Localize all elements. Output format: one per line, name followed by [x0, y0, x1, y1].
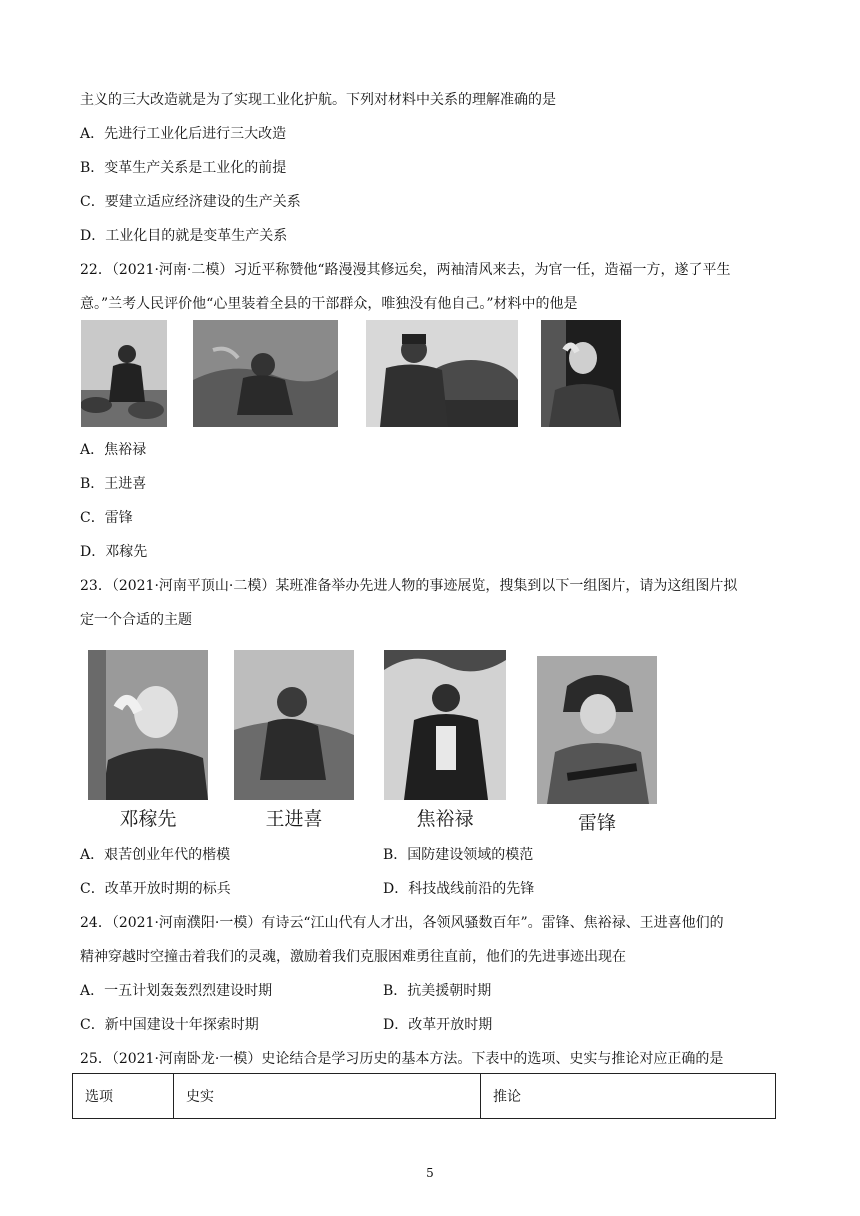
deng-jiaxian-photo	[88, 650, 208, 800]
q25-table	[72, 1073, 776, 1119]
photo-label-wang-jinxi: 王进喜	[265, 808, 323, 830]
q21-stem-tail: 主义的三大改造就是为了实现工业化护航。下列对材料中关系的理解准确的是	[80, 92, 556, 108]
q24-option-d: D．改革开放时期	[383, 1017, 493, 1033]
q23-option-d: D．科技战线前沿的先锋	[383, 881, 535, 897]
lei-feng-photo	[537, 656, 657, 804]
q24-option-a: A．一五计划轰轰烈烈建设时期	[80, 983, 273, 999]
worker-oilfield-photo	[193, 320, 338, 427]
photo-label-lei-feng: 雷锋	[577, 812, 616, 834]
farmer-field-photo	[81, 320, 167, 427]
q21-option-a: A．先进行工业化后进行三大改造	[80, 126, 287, 142]
q24-option-b: B．抗美援朝时期	[383, 983, 492, 999]
q21-option-c: C．要建立适应经济建设的生产关系	[80, 194, 301, 210]
page-number: 5	[426, 1166, 434, 1180]
table-header-fact: 史实	[174, 1074, 481, 1119]
q22-option-c: C．雷锋	[80, 510, 133, 526]
q23-option-b: B．国防建设领域的模范	[383, 847, 534, 863]
photo-label-jiao-yulu: 焦裕禄	[416, 808, 474, 830]
q21-option-b: B．变革生产关系是工业化的前提	[80, 160, 287, 176]
q24-stem-line2: 精神穿越时空撞击着我们的灵魂，激励着我们克服困难勇往直前，他们的先进事迹出现在	[80, 949, 626, 965]
q22-option-a: A．焦裕禄	[80, 442, 147, 458]
table-header-option: 选项	[73, 1074, 174, 1119]
q23-stem-line2: 定一个合适的主题	[80, 612, 192, 628]
scientist-portrait-photo	[541, 320, 621, 427]
q23-option-a: A．艰苦创业年代的楷模	[80, 847, 231, 863]
q24-stem-line1: 24．（2021·河南濮阳·一模）有诗云“江山代有人才出，各领风骚数百年”。雷锋、焦裕禄、王进喜他们的	[80, 915, 724, 931]
jiao-yulu-photo	[384, 650, 506, 800]
q23-option-c: C．改革开放时期的标兵	[80, 881, 231, 897]
soldier-vehicle-photo	[366, 320, 518, 427]
q24-option-c: C．新中国建设十年探索时期	[80, 1017, 259, 1033]
photo-label-deng-jiaxian: 邓稼先	[119, 808, 177, 830]
q22-stem-line1: 22．（2021·河南·二模）习近平称赞他“路漫漫其修远矣，两袖清风来去，为官一任，造福一方，遂了平生	[80, 262, 731, 278]
table-header-inference: 推论	[481, 1074, 776, 1119]
q22-option-b: B．王进喜	[80, 476, 147, 492]
q22-option-d: D．邓稼先	[80, 544, 148, 560]
table-row	[73, 1074, 776, 1119]
q22-stem-line2: 意。”兰考人民评价他“心里装着全县的干部群众，唯独没有他自己。”材料中的他是	[80, 296, 578, 312]
q21-option-d: D．工业化目的就是变革生产关系	[80, 228, 288, 244]
wang-jinxi-photo	[234, 650, 354, 800]
q25-stem: 25．（2021·河南卧龙·一模）史论结合是学习历史的基本方法。下表中的选项、史实与推论对应正确的是	[80, 1051, 724, 1067]
q23-stem-line1: 23．（2021·河南平顶山·二模）某班准备举办先进人物的事迹展览，搜集到以下一组图片，请为这组图片拟	[80, 578, 738, 594]
